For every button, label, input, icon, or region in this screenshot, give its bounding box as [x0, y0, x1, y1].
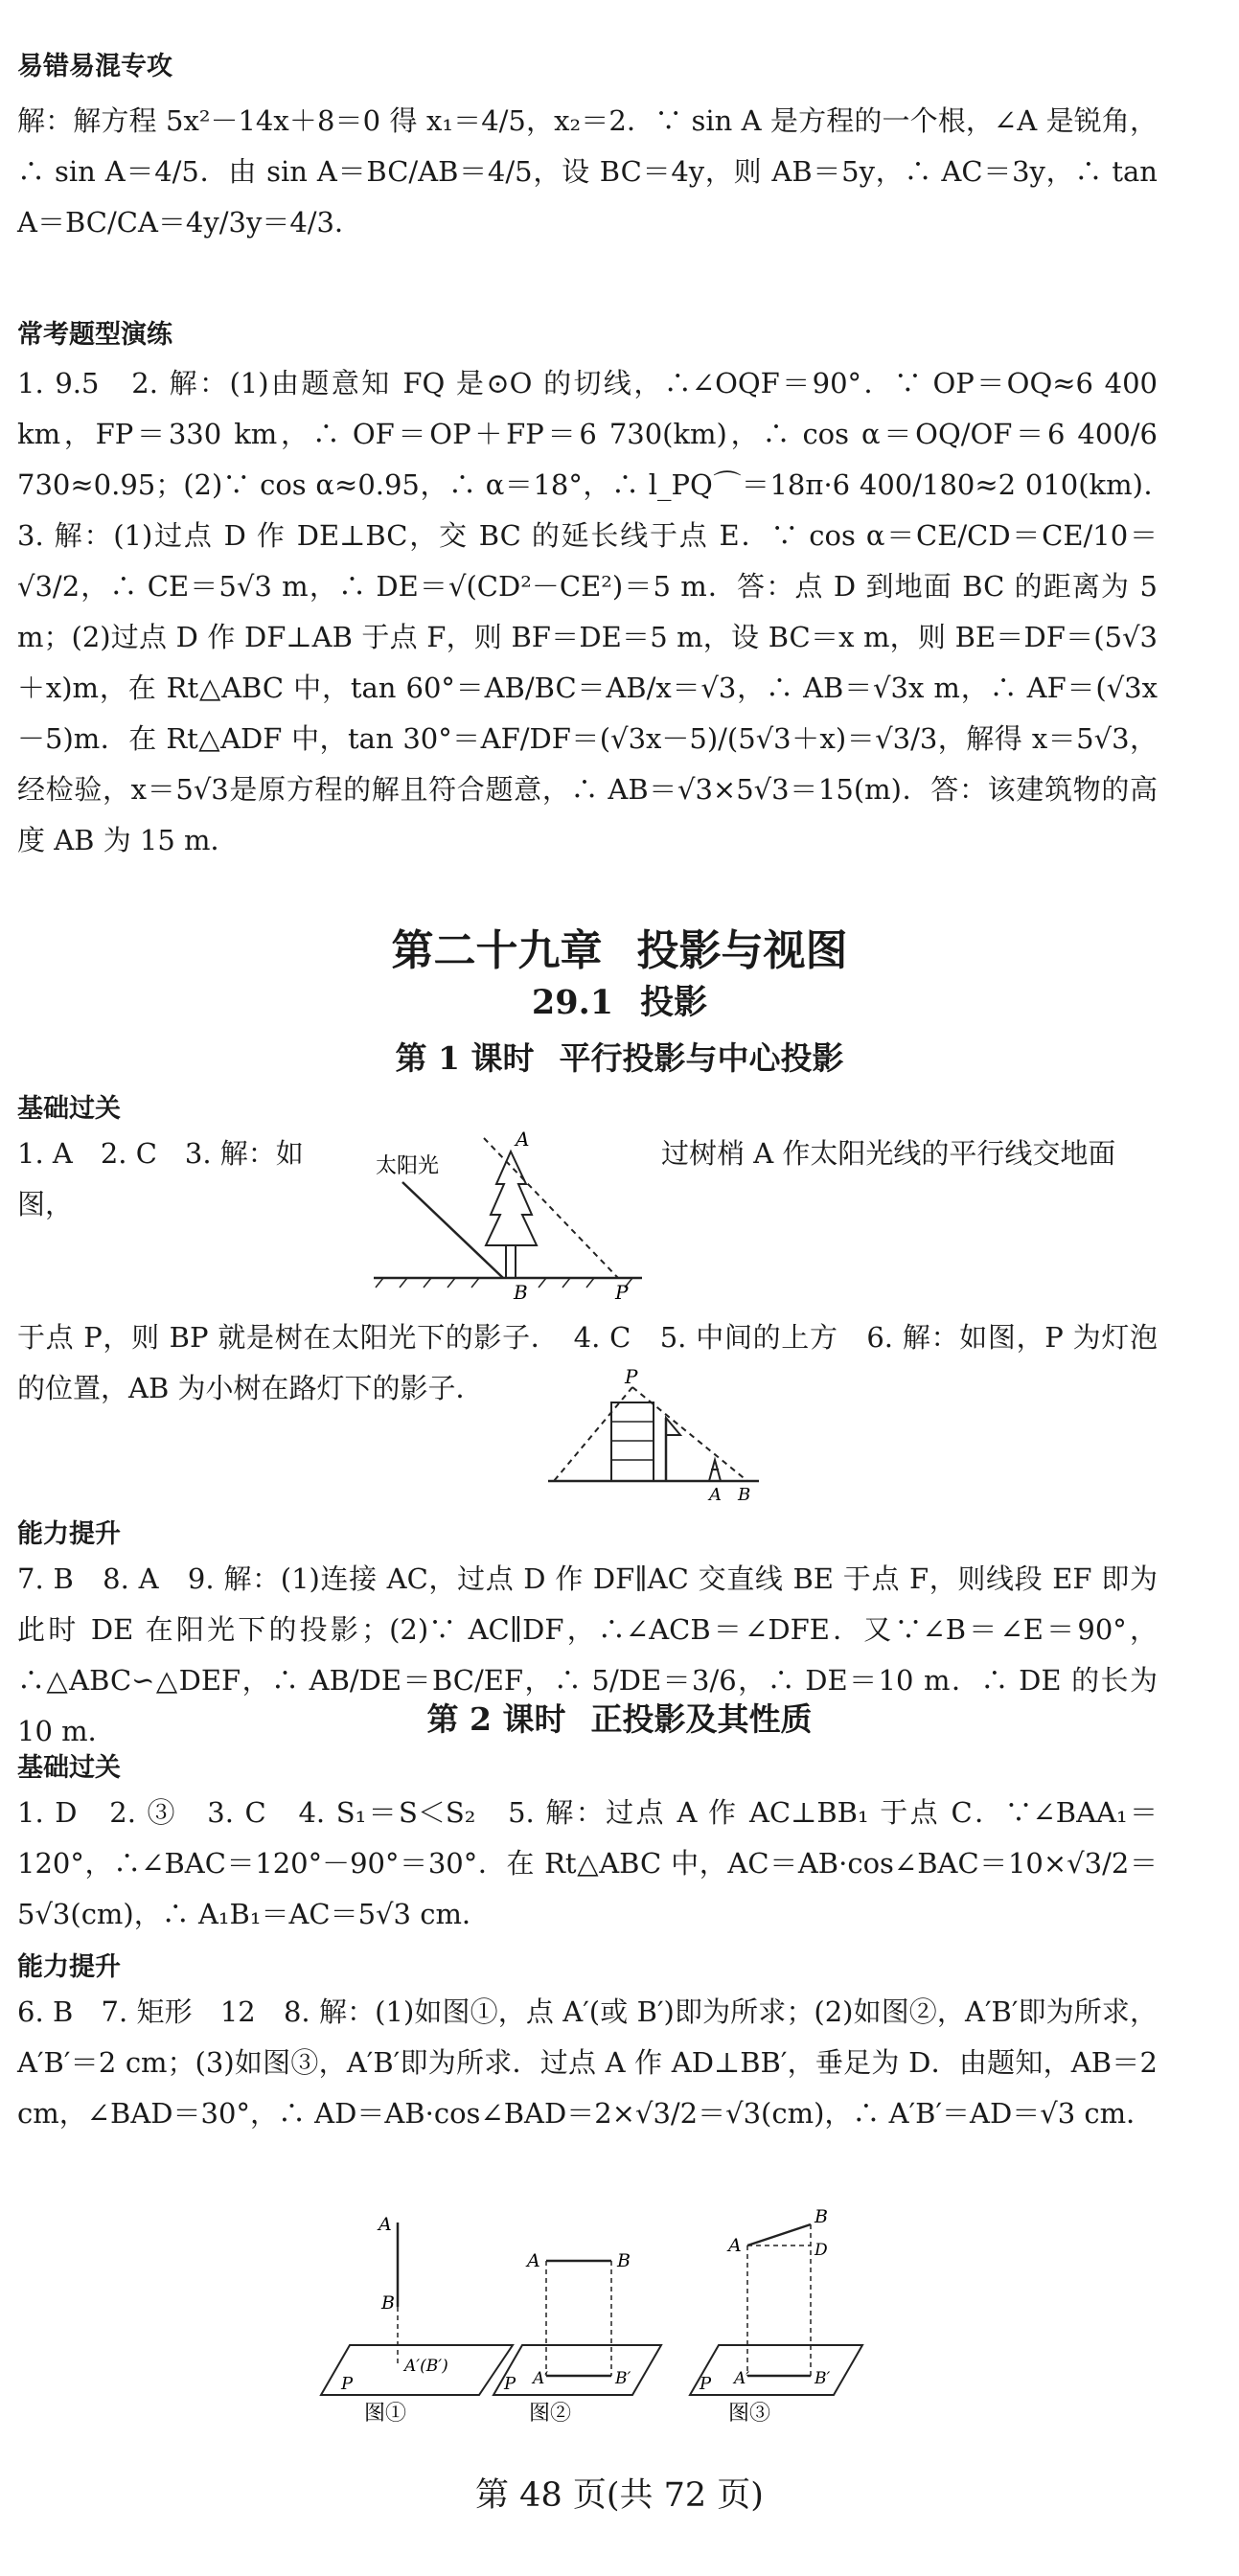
svg-text:P: P: [625, 1368, 638, 1388]
section-heading-common: 常考题型演练: [17, 320, 172, 350]
streetlight-shadow-figure: [546, 1368, 767, 1502]
ground-hatching: [376, 1278, 632, 1288]
lesson1-advance-text: 7. B 8. A 9. 解：(1)连接 AC，过点 D 作 DF∥AC 交直线 BE 于点 F，则线段 EF 即为此时 DE 在阳光下的投影；(2)∵ AC∥DF，∴∠ACB＝∠DFE．又∵∠B＝∠E＝90°，∴△ABC∽△DEF，∴ AB/DE＝BC/EF，∴ 5/DE＝3/6，∴ DE＝10 m．∴ DE 的长为 10 m．: [17, 1562, 1158, 1747]
lesson1-title: [0, 1037, 1239, 1081]
building-windows: [611, 1422, 654, 1460]
chapter-name: 投影与视图: [636, 926, 848, 975]
lesson1-name: 平行投影与中心投影: [559, 1039, 844, 1077]
section-title: [0, 981, 1239, 1025]
lesson2-advance-text: 6. B 7. 矩形 12 8. 解：(1)如图①，点 A′(或 B′)即为所求；(2)如图②，A′B′即为所求，A′B′＝2 cm；(3)如图③，A′B′即为所求．过点 A 作 AD⊥BB′，垂足为 D．由题知，AB＝2 cm，∠BAD＝30°，∴ AD＝AB·cos∠BAD＝2×√3/2＝√3(cm)，∴ A′B′＝AD＝√3 cm．: [17, 1995, 1158, 2130]
chapter-title: [0, 924, 1239, 978]
svg-text:B: B: [815, 2206, 828, 2227]
svg-text:A: A: [527, 2250, 540, 2271]
svg-text:P: P: [615, 1281, 629, 1304]
sun-ray-line: [402, 1182, 503, 1278]
lesson2-basic-text: 1. D 2. ③ 3. C 4. S₁＝S＜S₂ 5. 解：过点 A 作 AC⊥BB₁ 于点 C．∵∠BAA₁＝120°，∴∠BAC＝120°－90°＝30°．在 Rt△ABC 中，AC＝AB·cos∠BAC＝10×√3/2＝5√3(cm)，∴ A₁B₁＝AC＝5√3 cm．: [17, 1796, 1158, 1930]
building-shape: [611, 1402, 654, 1481]
light-ray-left: [554, 1387, 632, 1481]
svg-text:B: B: [617, 2250, 631, 2271]
lesson1-basic-text-b: 过树梢 A 作太阳光线的平行线交地面: [661, 1137, 1116, 1170]
tree-icon: [486, 1151, 537, 1245]
chapter-number: 第二十九章: [391, 926, 603, 975]
small-tree-icon: [709, 1460, 721, 1481]
errors-solution-text: 解：解方程 5x²－14x＋8＝0 得 x₁＝4/5，x₂＝2．∵ sin A 是方程的一个根，∠A 是锐角，∴ sin A＝4/5．由 sin A＝BC/AB＝4/5，设 BC＝4y，则 AB＝5y，∴ AC＝3y，∴ tan A＝BC/CA＝4y/3y＝4/3．: [17, 104, 1158, 239]
common-solutions-text: 1. 9.5 2. 解：(1)由题意知 FQ 是⊙O 的切线，∴∠OQF＝90°．∵ OP＝OQ≈6 400 km，FP＝330 km，∴ OF＝OP＋FP＝6 730(km)，∴ cos α＝OQ/OF＝6 400/6 730≈0.95；(2)∵ cos α≈0.95，∴ α＝18°，∴ l_PQ⌒＝18π·6 400/180≈2 010(km)． 3. 解：(1)过点 D 作 DE⊥BC，交 BC 的延长线于点 E．∵ cos α＝CE/CD＝CE/10＝√3/2，∴ CE＝5√3 m，∴ DE＝√(CD²－CE²)＝5 m．答：点 D 到地面 BC 的距离为 5 m；(2)过点 D 作 DF⊥AB 于点 F，则 BF＝DE＝5 m，设 BC＝x m，则 BE＝DF＝(5√3＋x)m，在 Rt△ABC 中，tan 60°＝AB/BC＝AB/x＝√3，∴ AB＝√3x m，∴ AF＝(√3x－5)m．在 Rt△ADF 中，tan 30°＝AF/DF＝(√3x－5)/(5√3＋x)＝√3/3，解得 x＝5√3，经检验，x＝5√3是原方程的解且符合题意，∴ AB＝√3×5√3＝15(m)．答：该建筑物的高度 AB 为 15 m．: [17, 367, 1186, 856]
lesson1-number: 第 1 课时: [395, 1039, 535, 1077]
svg-text:A: A: [728, 2235, 742, 2256]
svg-text:A′: A′: [734, 2369, 750, 2388]
svg-text:P: P: [504, 2374, 516, 2394]
svg-text:A: A: [516, 1128, 530, 1151]
figure-1: [321, 2214, 513, 2424]
figure-3: [690, 2206, 862, 2424]
parallel-dashed-line: [484, 1138, 618, 1278]
svg-text:D: D: [815, 2241, 828, 2260]
lesson2-title: [0, 1698, 1239, 1742]
svg-text:A′: A′: [533, 2369, 549, 2388]
tree-trunk: [506, 1245, 516, 1278]
svg-text:B: B: [514, 1281, 528, 1304]
svg-text:B′: B′: [615, 2369, 631, 2388]
page-number-footer: 第 48 页(共 72 页): [475, 2476, 764, 2515]
lesson1-advance-heading: 能力提升: [17, 1519, 121, 1549]
svg-text:A′(B′): A′(B′): [404, 2357, 448, 2376]
figure-3-caption: 图③: [728, 2402, 771, 2424]
projection-figures: [307, 2203, 929, 2424]
sunlight-label: 太阳光: [376, 1154, 440, 1178]
lamp-flag: [666, 1418, 680, 1435]
lesson1-basic-text-a: 1. A 2. C 3. 解：如图，: [17, 1137, 304, 1220]
figure-1-caption: 图①: [364, 2402, 407, 2424]
svg-text:B: B: [381, 2292, 395, 2314]
svg-text:P: P: [700, 2374, 712, 2394]
light-ray-right: [632, 1387, 747, 1481]
section-number: 29.1: [531, 983, 614, 1022]
figure-2: [493, 2250, 661, 2424]
tree-shadow-figure: [364, 1119, 652, 1307]
figure-2-caption: 图②: [529, 2402, 572, 2424]
svg-text:P: P: [341, 2374, 354, 2394]
lesson2-number: 第 2 课时: [426, 1700, 566, 1738]
section-heading-errors: 易错易混专攻: [17, 52, 172, 81]
lesson2-advance-heading: 能力提升: [17, 1952, 121, 1982]
svg-text:A: A: [379, 2214, 392, 2235]
lesson1-basic-heading: 基础过关: [17, 1094, 121, 1124]
lesson2-basic-heading: 基础过关: [17, 1753, 121, 1783]
lesson2-name: 正投影及其性质: [590, 1700, 813, 1738]
svg-text:B: B: [738, 1485, 751, 1502]
lesson1-basic-text-c: 于点 P，则 BP 就是树在太阳光下的影子． 4. C 5. 中间的上方 6. 解：如图，P 为灯泡的位置，AB 为小树在路灯下的影子．: [17, 1321, 1158, 1404]
section-name: 投影: [640, 983, 708, 1022]
svg-text:B′: B′: [815, 2369, 831, 2388]
svg-text:A: A: [709, 1485, 722, 1502]
